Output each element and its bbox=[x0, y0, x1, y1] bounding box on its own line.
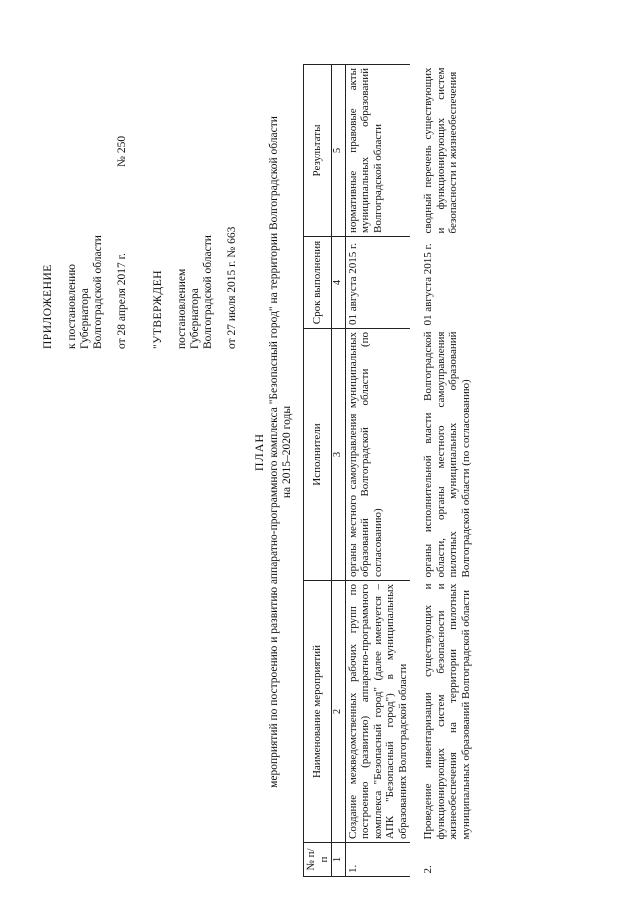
col-number: 4 bbox=[332, 237, 346, 329]
header-results: Результаты bbox=[304, 65, 332, 237]
col-number: 1 bbox=[332, 843, 346, 877]
row-name: Создание межведомственных рабочих групп по построению (развитию) аппаратно-программного комплекса "Безопасный город" (далее именуется – АПК "Безопасный город") в муниципальных образованиях Волгоградской области bbox=[345, 581, 410, 843]
plan-title: ПЛАН bbox=[252, 432, 266, 472]
row-num: 2. bbox=[422, 865, 434, 874]
appendix-line-2: Губернатора bbox=[79, 288, 91, 349]
row-num: 1. bbox=[345, 843, 410, 877]
approved-line-1: постановлением bbox=[176, 268, 188, 349]
col-number: 3 bbox=[332, 329, 346, 581]
appendix-title: ПРИЛОЖЕНИЕ bbox=[42, 264, 54, 349]
table-row bbox=[345, 65, 410, 877]
col-number: 2 bbox=[332, 581, 346, 843]
approved-line-2: Губернатора bbox=[189, 288, 201, 349]
row-deadline: 01 августа 2015 г. bbox=[422, 243, 434, 326]
row-results: сводный перечень существующих и функционирующих систем безопасности и жизнеобеспечения bbox=[422, 67, 459, 234]
approved-line-3: Волгоградской области bbox=[202, 235, 214, 349]
col-number: 5 bbox=[332, 65, 346, 237]
header-deadline: Срок выполнения bbox=[304, 237, 332, 329]
approved-title: "УТВЕРЖДЕН bbox=[152, 269, 164, 349]
appendix-line-3: Волгоградской области bbox=[92, 235, 104, 349]
table-header-row bbox=[304, 65, 332, 877]
plan-subtitle-line-1: мероприятий по построению и развитию аппаратно-программного комплекса "Безопасный город" на территории Волгоградской области bbox=[268, 116, 280, 788]
header-name: Наименование мероприятий bbox=[304, 581, 332, 843]
appendix-date: от 28 апреля 2017 г. bbox=[116, 253, 128, 349]
row-executors: органы исполнительной власти Волгоградской области, органы местного самоуправления пилотных муниципальных образований Волгоградской области (по согласованию) bbox=[422, 331, 472, 578]
row-executors: органы местного самоуправления муниципальных образований Волгоградской области (по согласованию) bbox=[345, 329, 410, 581]
appendix-line-1: к постановлению bbox=[66, 264, 78, 349]
table-column-number-row bbox=[332, 65, 346, 877]
rotated-landscape-sheet bbox=[28, 27, 618, 877]
approved-date: от 27 июля 2015 г. № 663 bbox=[226, 226, 238, 349]
plan-subtitle-line-2: на 2015–2020 годы bbox=[281, 405, 293, 499]
header-num: № п/п bbox=[304, 843, 332, 877]
row-name: Проведение инвентаризации существующих и функционирующих систем безопасности и жизнеобеспечения на территории пилотных муниципальных образований Волгоградской области bbox=[422, 583, 472, 840]
row-results: нормативные правовые акты муниципальных образований Волгоградской области bbox=[345, 65, 410, 237]
appendix-number: № 250 bbox=[116, 135, 128, 167]
table-row bbox=[410, 65, 473, 877]
header-executors: Исполнители bbox=[304, 329, 332, 581]
row-deadline: 01 августа 2015 г. bbox=[345, 237, 410, 329]
plan-table bbox=[303, 64, 473, 877]
